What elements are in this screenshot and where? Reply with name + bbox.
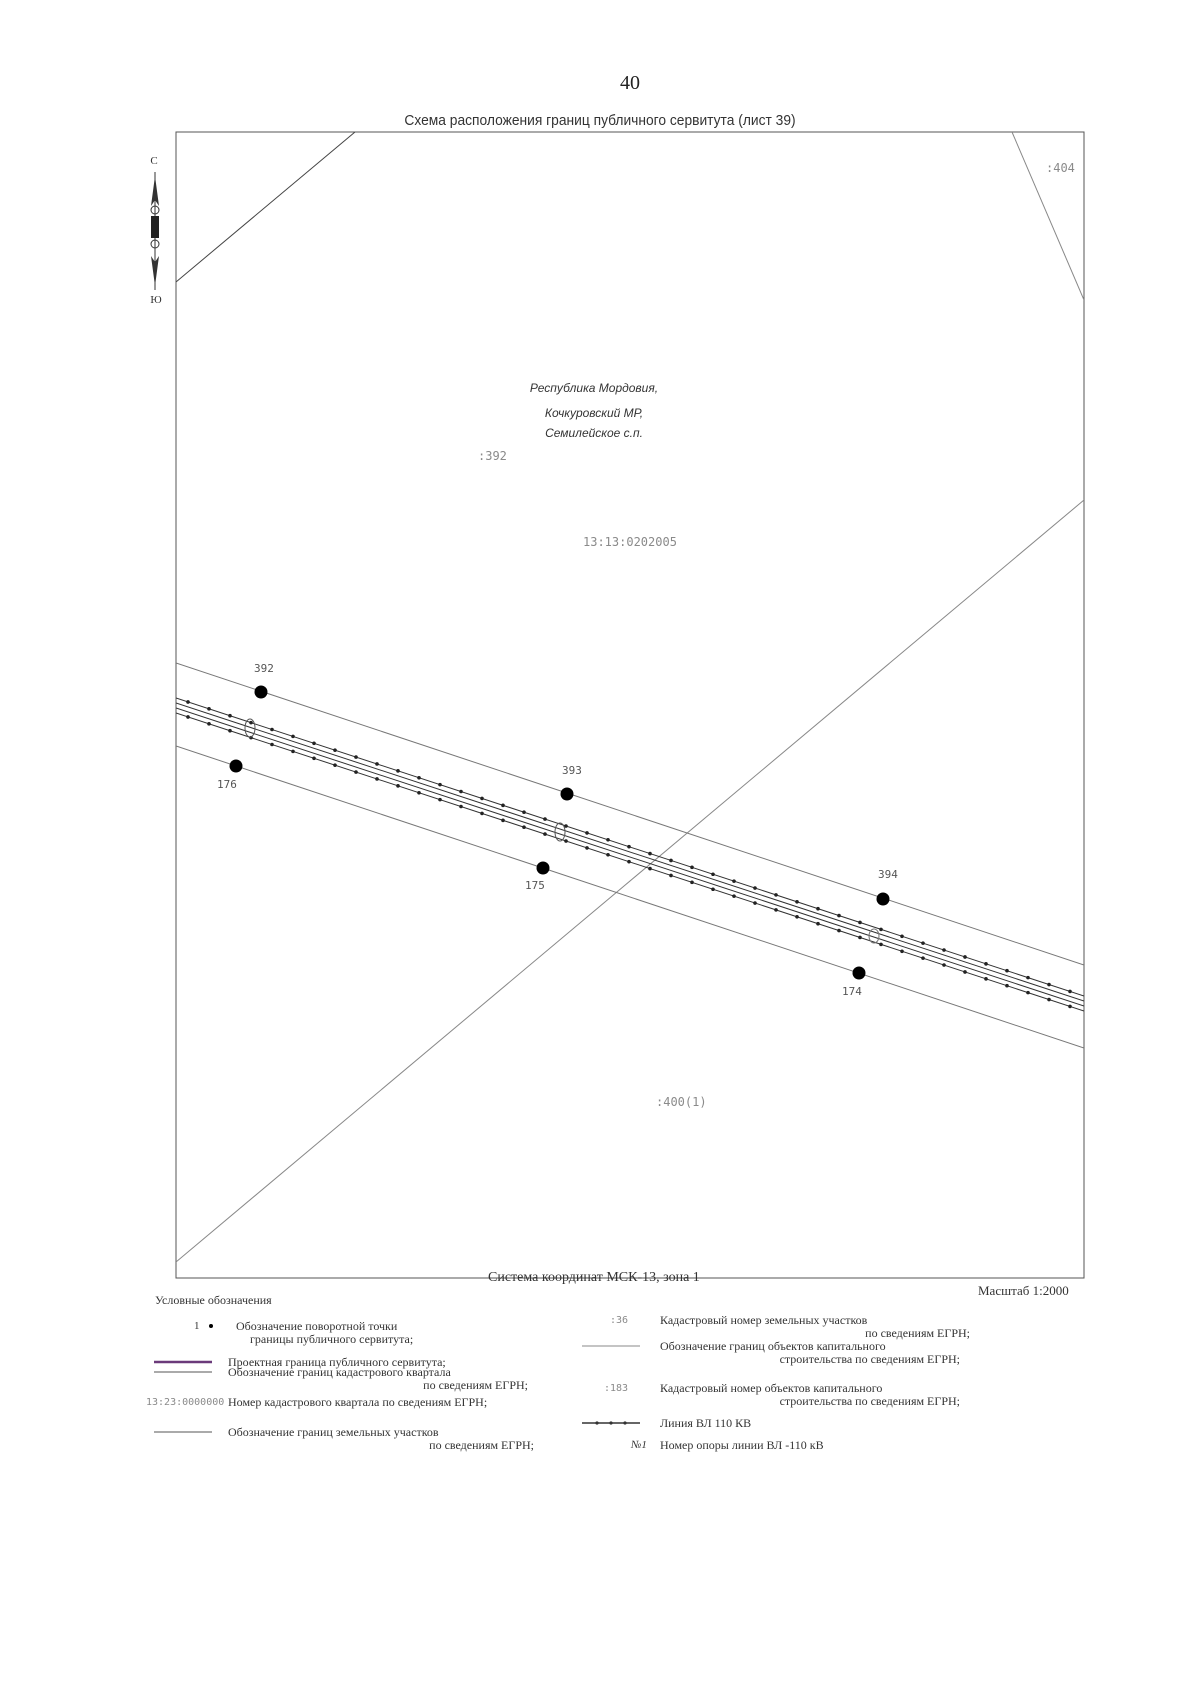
power-line-dot [375, 777, 379, 781]
legend-text: Кадастровый номер земельных участков [660, 1313, 868, 1327]
power-line-dot [711, 872, 715, 876]
legend-support-number: Номер опоры линии ВЛ -110 кВ [660, 1438, 824, 1452]
support-marker-icon [245, 719, 879, 943]
power-line-dot [858, 921, 862, 925]
power-line-dot [543, 832, 547, 836]
power-line-dot [438, 783, 442, 787]
power-line-dot [1026, 976, 1030, 980]
power-line-corridor [176, 698, 1084, 1011]
power-line-dot [312, 756, 316, 760]
power-line-dot [522, 825, 526, 829]
power-line-dot [942, 963, 946, 967]
power-line-dot [501, 804, 505, 808]
legend-quarter-number: Номер кадастрового квартала по сведениям ЕГРН; [228, 1395, 488, 1409]
power-line-dot [648, 867, 652, 871]
parcel-label: :392 [478, 449, 507, 463]
power-line-dot [207, 707, 211, 711]
region-line: Семилейское с.п. [545, 426, 643, 440]
power-line-dot [270, 728, 274, 732]
power-line-dot [438, 798, 442, 802]
power-line-dot [522, 810, 526, 814]
quarter-number: 13:13:0202005 [583, 535, 677, 549]
turning-point [877, 893, 890, 906]
legend-parcel-boundary [228, 1426, 534, 1452]
legend-text: Обозначение границ кадастрового квартала [228, 1365, 451, 1379]
power-line-dot [375, 762, 379, 766]
power-line-dot [984, 977, 988, 981]
power-line-dot [312, 741, 316, 745]
power-line-dot [228, 729, 232, 733]
compass-north-label: С [150, 155, 158, 167]
power-line-dot [627, 845, 631, 849]
power-line-dot [606, 838, 610, 842]
power-line-dot [921, 941, 925, 945]
power-line-dot [417, 776, 421, 780]
parcel-label: :400(1) [656, 1095, 707, 1109]
power-line-dot [690, 866, 694, 870]
point-label: 393 [562, 764, 582, 777]
legend-parcel-sample: :36 [610, 1315, 629, 1326]
power-line-dot [795, 915, 799, 919]
point-label: 394 [878, 868, 898, 881]
power-line-dot [459, 805, 463, 809]
turning-points [217, 662, 898, 998]
point-label: 392 [254, 662, 274, 675]
legend-support-symbol: №1 [631, 1439, 647, 1451]
legend-text: строительства по сведениям ЕГРН; [779, 1394, 960, 1408]
power-line-dot [837, 914, 841, 918]
legend-text: Обозначение границ земельных участков [228, 1425, 439, 1439]
legend-quarter-boundary [228, 1366, 528, 1392]
power-line-dot [228, 714, 232, 718]
power-line-dot [774, 908, 778, 912]
power-line-dot [396, 769, 400, 773]
cap-boundary-line [176, 500, 1084, 1262]
power-line-dot [921, 956, 925, 960]
turning-point [255, 686, 268, 699]
legend-servitude-boundary: Проектная граница публичного сервитута; [228, 1355, 446, 1369]
power-line-dot [480, 797, 484, 801]
power-line-dot [942, 948, 946, 952]
parcel-boundary-line [176, 132, 355, 282]
point-label: 175 [525, 879, 545, 892]
scheme-title: Схема расположения границ публичного сервитута (лист 39) [404, 112, 796, 129]
legend-power-line: Линия ВЛ 110 КВ [660, 1416, 752, 1430]
legend-text: по сведениям ЕГРН; [423, 1378, 528, 1392]
power-line-dot [1047, 983, 1051, 987]
power-line-dot [291, 750, 295, 754]
power-line-dot [186, 715, 190, 719]
power-line-dot [816, 922, 820, 926]
power-line-dot [606, 853, 610, 857]
power-line-dot [585, 831, 589, 835]
legend-cap-boundary [660, 1340, 960, 1366]
legend-cap-number [660, 1382, 960, 1408]
point-label: 176 [217, 778, 237, 791]
turning-point [230, 760, 243, 773]
power-line-dot [879, 928, 883, 932]
power-line-dot [1005, 969, 1009, 973]
power-line-dot [753, 901, 757, 905]
legend-text: Обозначение поворотной точки [236, 1319, 398, 1333]
servitude-boundary-line [176, 746, 1084, 1048]
power-line-dot [984, 962, 988, 966]
power-line-dot [774, 893, 778, 897]
power-line-dot [858, 936, 862, 940]
power-line-dot [417, 791, 421, 795]
legend-quarter-sample: 13:23:0000000 [146, 1397, 225, 1408]
power-line-dot [732, 879, 736, 883]
turning-point [537, 862, 550, 875]
legend-title: Условные обозначения [155, 1293, 272, 1307]
power-line-dot [354, 770, 358, 774]
power-line-dot [249, 721, 253, 725]
region-line: Кочкуровский МР, [544, 406, 644, 420]
power-line-dot [1005, 984, 1009, 988]
legend-text: Обозначение границ объектов капитального [660, 1339, 886, 1353]
power-line-dot [543, 817, 547, 821]
legend-text: по сведениям ЕГРН; [865, 1326, 970, 1340]
map-scale: Масштаб 1:2000 [978, 1283, 1069, 1298]
power-line-dot [963, 970, 967, 974]
power-line-dot [879, 943, 883, 947]
point-label: 174 [842, 985, 862, 998]
turning-point [853, 967, 866, 980]
power-line-dot [900, 949, 904, 953]
power-line-dot [900, 934, 904, 938]
power-line-dot [627, 860, 631, 864]
power-line-dot [1068, 1005, 1072, 1009]
power-line-dot [186, 700, 190, 704]
compass-rose [150, 155, 161, 306]
page-number: 40 [620, 72, 640, 94]
power-line-dot [669, 874, 673, 878]
power-line-dot [1026, 991, 1030, 995]
legend-point-number: 1 [194, 1320, 200, 1332]
power-line-dot [1047, 998, 1051, 1002]
power-line-dot [291, 735, 295, 739]
power-line-dot [837, 929, 841, 933]
parcel-boundary-line [1012, 132, 1084, 300]
power-line-dot [396, 784, 400, 788]
compass-needle-icon [151, 216, 159, 238]
power-line-dot [333, 748, 337, 752]
legend-point-symbol [209, 1324, 213, 1328]
parcel-label: :404 [1046, 161, 1075, 175]
legend-text: границы публичного сервитута; [250, 1332, 414, 1346]
power-line-dot [648, 852, 652, 856]
power-line-dot [333, 763, 337, 767]
power-line-dot [669, 859, 673, 863]
legend-text: Кадастровый номер объектов капитального [660, 1381, 883, 1395]
power-line-dot [501, 819, 505, 823]
turning-point [561, 788, 574, 801]
map-frame [176, 132, 1084, 1278]
legend-text: строительства по сведениям ЕГРН; [779, 1352, 960, 1366]
power-line-dot [585, 846, 589, 850]
coordinate-system: Система координат МСК-13, зона 1 [488, 1270, 700, 1285]
power-line-dot [1068, 990, 1072, 994]
legend-parcel-number [660, 1314, 970, 1340]
power-line-dot [480, 812, 484, 816]
power-line-dot [354, 755, 358, 759]
servitude-boundary-line [176, 663, 1084, 965]
power-line-dot [207, 722, 211, 726]
legend-turning-point [236, 1320, 413, 1346]
legend-text: по сведениям ЕГРН; [429, 1438, 534, 1452]
region-line: Республика Мордовия, [529, 381, 659, 395]
power-line-dot [753, 886, 757, 890]
power-line-dot [795, 900, 799, 904]
power-line-dot [690, 881, 694, 885]
power-line-dot [270, 743, 274, 747]
power-line-dot [459, 790, 463, 794]
power-line-dot [711, 887, 715, 891]
power-line-dot [564, 839, 568, 843]
power-line-dot [963, 955, 967, 959]
legend-cap-sample: :183 [604, 1383, 629, 1394]
power-line-dot [816, 907, 820, 911]
power-line-dot [732, 894, 736, 898]
compass-south-label: Ю [150, 294, 162, 306]
